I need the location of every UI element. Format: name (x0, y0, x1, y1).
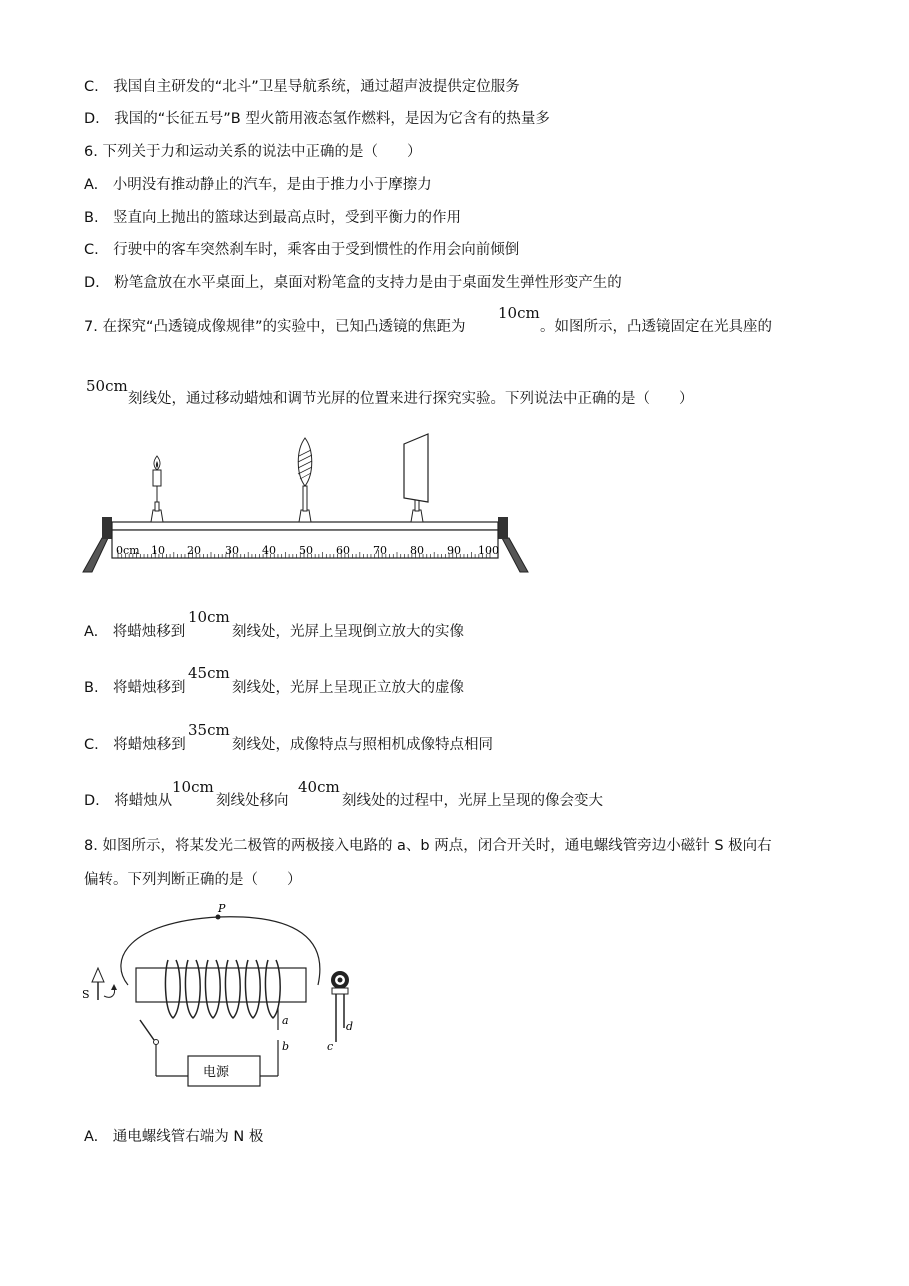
label-c: c (327, 1040, 334, 1053)
label-a: a (282, 1014, 289, 1027)
q7-option-d-value1: 10cm (172, 778, 214, 796)
q7-option-a-prefix: A. 将蜡烛移到 (84, 624, 186, 640)
ruler-label-80: 80 (410, 544, 424, 557)
q5-option-c: C. 我国自主研发的“北斗”卫星导航系统，通过超声波提供定位服务 (84, 79, 520, 95)
q7-option-b-value: 45cm (188, 664, 230, 682)
ruler-label-40: 40 (262, 544, 276, 557)
bench-right-end (498, 517, 508, 539)
solenoid-circuit-figure (78, 900, 378, 1100)
q7-option-c-value: 35cm (188, 721, 230, 739)
compass-needle (92, 968, 117, 1000)
ruler-label-100: 100 (478, 544, 499, 557)
lens-holder (298, 438, 312, 522)
q8-stem-line2: 偏转。下列判断正确的是（ ） (84, 872, 302, 888)
ruler-label-50: 50 (299, 544, 313, 557)
ruler-label-0: 0cm (116, 544, 140, 557)
q7-option-d-prefix: D. 将蜡烛从 (84, 793, 173, 809)
power-label: 电源 (203, 1065, 230, 1080)
label-b: b (282, 1040, 290, 1053)
q7-option-a-value: 10cm (188, 608, 230, 626)
q7-lens-position: 50cm (86, 377, 128, 395)
screen-holder (404, 434, 428, 522)
label-s: S (82, 988, 90, 1001)
q7-stem-part2: 。如图所示，凸透镜固定在光具座的 (540, 319, 772, 335)
ruler-label-30: 30 (225, 544, 239, 557)
candle-holder (151, 456, 163, 522)
q7-option-d-mid: 刻线处移向 (216, 793, 289, 809)
q8-stem-line1: 8. 如图所示，将某发光二极管的两极接入电路的 a、b 两点，闭合开关时，通电螺线管旁边小磁针 S 极向右 (84, 838, 772, 854)
light-screen (404, 434, 428, 502)
q7-option-b-prefix: B. 将蜡烛移到 (84, 680, 186, 696)
label-d: d (346, 1020, 354, 1033)
q7-option-b-text: 刻线处，光屏上呈现正立放大的虚像 (232, 680, 464, 696)
q5-option-d: D. 我国的“长征五号”B 型火箭用液态氢作燃料，是因为它含有的热量多 (84, 111, 550, 127)
q6-option-c: C. 行驶中的客车突然刹车时，乘客由于受到惯性的作用会向前倾倒 (84, 242, 520, 258)
switch-pivot (154, 1040, 159, 1045)
q7-stem-part1: 7. 在探究“凸透镜成像规律”的实验中，已知凸透镜的焦距为 (84, 319, 466, 335)
q7-stem-part3: 刻线处，通过移动蜡烛和调节光屏的位置来进行探究实验。下列说法中正确的是（ ） (128, 391, 694, 407)
candle (153, 470, 161, 486)
ruler-label-20: 20 (187, 544, 201, 557)
optical-bench-figure (80, 430, 530, 580)
q7-option-c-prefix: C. 将蜡烛移到 (84, 737, 186, 753)
ruler-label-60: 60 (336, 544, 350, 557)
switch-blade (140, 1020, 154, 1040)
bench-left-end (102, 517, 112, 539)
q6-option-b: B. 竖直向上抛出的篮球达到最高点时，受到平衡力的作用 (84, 210, 462, 226)
q7-option-d-text: 刻线处的过程中，光屏上呈现的像会变大 (342, 793, 603, 809)
ruler-label-90: 90 (447, 544, 461, 557)
q6-option-d: D. 粉笔盒放在水平桌面上，桌面对粉笔盒的支持力是由于桌面发生弹性形变产生的 (84, 275, 622, 291)
q6-option-a: A. 小明没有推动静止的汽车，是由于推力小于摩擦力 (84, 177, 432, 193)
bench-left-leg (83, 538, 108, 572)
q6-stem: 6. 下列关于力和运动关系的说法中正确的是（ ） (84, 144, 422, 160)
ruler-label-70: 70 (373, 544, 387, 557)
label-p: P (218, 902, 226, 915)
q8-option-a: A. 通电螺线管右端为 N 极 (84, 1129, 264, 1145)
bench-right-leg (502, 538, 528, 572)
ruler-label-10: 10 (151, 544, 165, 557)
q7-option-d-value2: 40cm (298, 778, 340, 796)
point-p (216, 915, 221, 920)
q7-option-c-text: 刻线处，成像特点与照相机成像特点相同 (232, 737, 493, 753)
q7-focal-length: 10cm (498, 304, 540, 322)
q7-option-a-text: 刻线处，光屏上呈现倒立放大的实像 (232, 624, 464, 640)
bench-rail (112, 522, 498, 530)
